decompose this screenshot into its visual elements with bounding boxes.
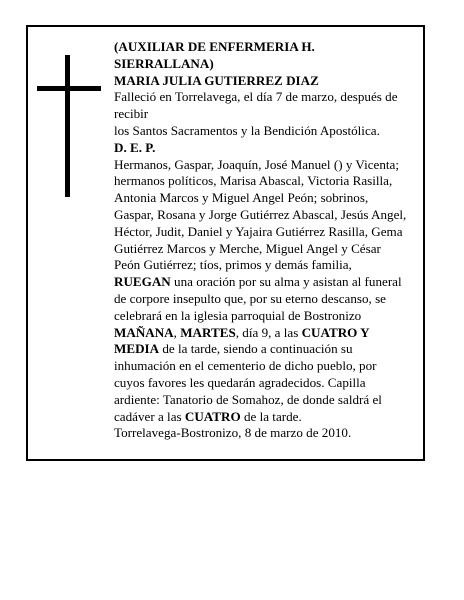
request-line-5-rest: de la tarde, siendo a continuación su: [159, 341, 353, 357]
heading-line-2: SIERRALLANA): [114, 55, 214, 71]
family-line-6: Gutiérrez Marcos y Merche, Miguel Angel y César: [114, 240, 381, 256]
cuatro-y-word: CUATRO Y: [301, 324, 370, 340]
dep-text: D. E. P.: [114, 139, 156, 155]
cross-vertical-bar: [65, 55, 70, 197]
death-line-2: recibir: [114, 106, 149, 122]
request-line-2: de corpore insepulto que, por su eterno descanso, se: [114, 290, 386, 306]
cross-horizontal-bar: [37, 86, 101, 91]
request-line-1: [114, 274, 414, 291]
media-word: MEDIA: [114, 341, 160, 357]
comma-text: ,: [173, 324, 181, 340]
deceased-name: MARIA JULIA GUTIERREZ DIAZ: [114, 72, 319, 88]
family-line-1: Hermanos, Gaspar, Joaquín, José Manuel () y Vicenta;: [114, 156, 399, 172]
cuatro-word: CUATRO: [184, 408, 241, 424]
family-line-5: Héctor, Judit, Daniel y Yajaira Gutiérrez Rasilla, Gema: [114, 223, 403, 239]
request-line-8: ardiente: Tanatorio de Somahoz, de donde saldrá el: [114, 391, 382, 407]
martes-word: MARTES: [180, 324, 236, 340]
request-line-1-rest: una oración por su alma y asistan al funeral: [170, 274, 402, 290]
request-line-9-start: cadáver a las: [114, 408, 185, 424]
family-line-3: Antonia Marcos y Miguel Angel Peón; sobrinos,: [114, 190, 369, 206]
request-line-9-end: de la tarde.: [240, 408, 302, 424]
request-line-5: [114, 341, 414, 358]
request-line-3: celebrará en la iglesia parroquial de Bostronizo: [114, 307, 362, 323]
request-line-4: [114, 325, 414, 342]
request-line-7: cuyos favores les quedarán agradecidos. Capilla: [114, 374, 366, 390]
cross-icon: [37, 55, 101, 197]
manana-word: MAÑANA: [114, 324, 174, 340]
family-line-4: Gaspar, Rosana y Jorge Gutiérrez Abascal, Jesús Angel,: [114, 206, 407, 222]
death-line-3: los Santos Sacramentos y la Bendición Apostólica.: [114, 122, 380, 138]
ruegan-word: RUEGAN: [114, 274, 171, 290]
family-line-7: Peón Gutiérrez; tíos, primos y demás familia,: [114, 257, 352, 273]
death-line-1: Falleció en Torrelavega, el día 7 de marzo, después de: [114, 89, 398, 105]
day-text: , día 9, a las: [235, 324, 302, 340]
heading-line-1: (AUXILIAR DE ENFERMERIA H.: [114, 39, 315, 54]
request-line-9: [114, 409, 414, 426]
obituary-text: [114, 39, 414, 442]
family-line-2: hermanos políticos, Marisa Abascal, Victoria Rasilla,: [114, 173, 393, 189]
place-date: Torrelavega-Bostronizo, 8 de marzo de 2010.: [114, 425, 352, 441]
request-line-6: inhumación en el cementerio de dicho pueblo, por: [114, 358, 377, 374]
